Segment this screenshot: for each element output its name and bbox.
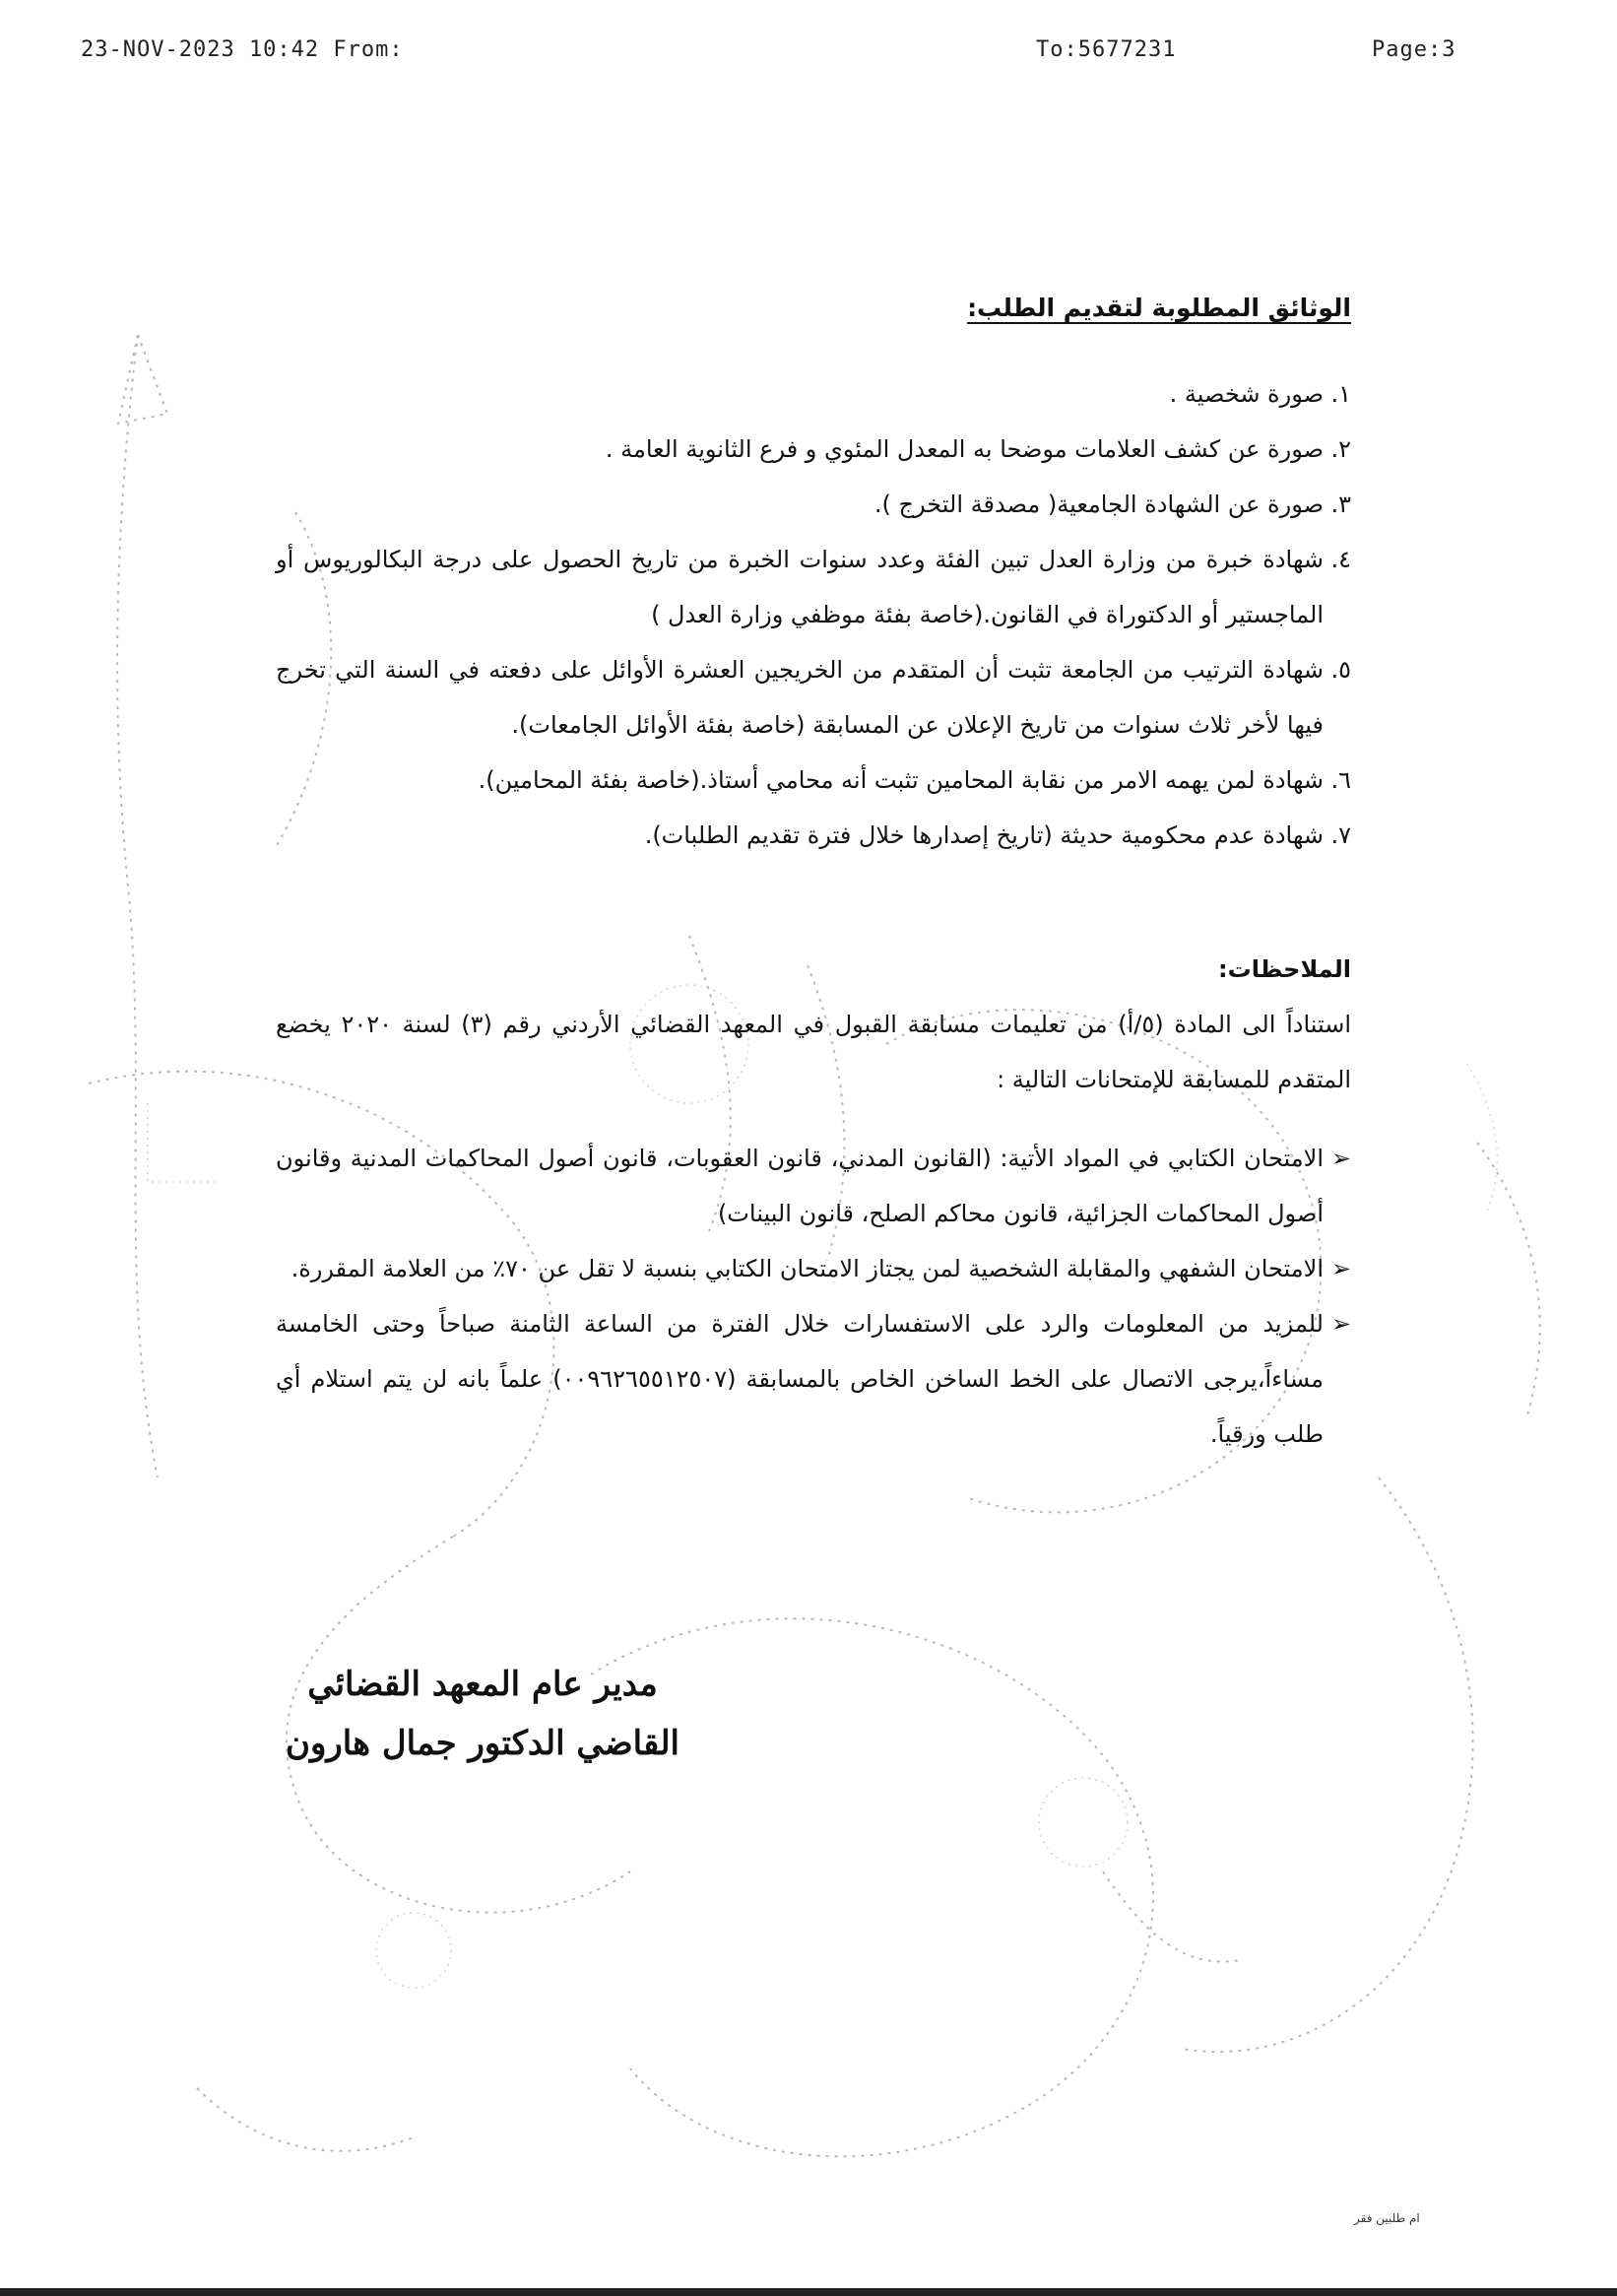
item-number: ٦.: [1330, 766, 1351, 794]
item-number: ٢.: [1330, 435, 1351, 463]
item-text: شهادة خبرة من وزارة العدل تبين الفئة وعدد سنوات الخبرة من تاريخ الحصول على درجة البكالوريوس أو الماجستير أو الدكتوراة في القانون.(خاصة بفئة موظفي وزارة العدل ): [276, 546, 1324, 628]
item-number: ٧.: [1330, 821, 1351, 849]
list-item: [276, 753, 1351, 808]
item-text: صورة عن الشهادة الجامعية( مصدقة التخرج ).: [873, 491, 1324, 518]
fax-page-number: Page:3: [1372, 37, 1456, 62]
exam-bullets-list: [276, 1131, 1351, 1462]
notes-title: الملاحظات:: [1218, 955, 1351, 983]
item-number: ٤.: [1330, 546, 1351, 573]
list-item: [276, 1241, 1351, 1296]
list-item: [276, 642, 1351, 753]
corner-note: ام طلبين فقر: [1354, 2211, 1420, 2225]
item-text: صورة عن كشف العلامات موضحا به المعدل المئوي و فرع الثانوية العامة .: [605, 435, 1324, 463]
list-item: [276, 1296, 1351, 1462]
list-item: [276, 422, 1351, 477]
item-text: شهادة لمن يهمه الامر من نقابة المحامين تثبت أنه محامي أستاذ.(خاصة بفئة المحامين).: [478, 766, 1324, 794]
item-number: ١.: [1330, 380, 1351, 408]
notes-intro: استناداً الى المادة (٥/أ) من تعليمات مسابقة القبول في المعهد القضائي الأردني رقم (٣) لسنة ٢٠٢٠ يخضع المتقدم للمسابقة للإمتحانات التالية :: [276, 1011, 1352, 1093]
bullet-text: الامتحان الكتابي في المواد الأتية: (القانون المدني، قانون العقوبات، قانون أصول المحاكمات المدنية وقانون أصول المحاكمات الجزائية، قانون محاكم الصلح، قانون البينات): [276, 1145, 1324, 1227]
item-number: ٥.: [1330, 656, 1351, 684]
fax-header: [0, 37, 1617, 77]
required-documents-list: [276, 366, 1351, 863]
list-item: [276, 808, 1351, 863]
signature-name: القاضي الدكتور جمال هارون: [286, 1724, 679, 1763]
list-item: [276, 1131, 1351, 1241]
bullet-text: الامتحان الشفهي والمقابلة الشخصية لمن يجتاز الامتحان الكتابي بنسبة لا تقل عن ٧٠٪ من العلامة المقررة.: [291, 1255, 1324, 1282]
fax-recipient: To:5677231: [1036, 37, 1177, 62]
document-title: الوثائق المطلوبة لتقديم الطلب:: [967, 294, 1351, 322]
signature-title: مدير عام المعهد القضائي: [307, 1665, 658, 1704]
arrow-bullet-icon: ➢: [1330, 1310, 1351, 1338]
item-text: شهادة الترتيب من الجامعة تثبت أن المتقدم من الخريجين العشرة الأوائل على دفعته في السنة التي تخرج فيها لأخر ثلاث سنوات من تاريخ الإعلان عن المسابقة (خاصة بفئة الأوائل الجامعات).: [276, 656, 1324, 739]
list-item: [276, 477, 1351, 532]
list-item: [276, 366, 1351, 422]
arrow-bullet-icon: ➢: [1330, 1145, 1351, 1172]
item-number: ٣.: [1330, 491, 1351, 518]
item-text: صورة شخصية .: [1169, 380, 1324, 408]
item-text: شهادة عدم محكومية حديثة (تاريخ إصدارها خلال فترة تقديم الطلبات).: [644, 821, 1324, 849]
list-item: [276, 532, 1351, 642]
scan-edge-line: [0, 2288, 1617, 2296]
arrow-bullet-icon: ➢: [1330, 1255, 1351, 1282]
bullet-text: للمزيد من المعلومات والرد على الاستفسارات خلال الفترة من الساعة الثامنة صباحاً وحتى الخامسة مساءاً،يرجى الاتصال على الخط الساخن الخاص بالمسابقة (٠٠٩٦٢٦٥٥١٢٥٠٧) علماً بانه لن يتم استلام أي طلب ورقياً.: [276, 1310, 1325, 1448]
signature-block: [276, 1655, 689, 1773]
fax-date-from: 23-NOV-2023 10:42 From:: [81, 37, 404, 62]
